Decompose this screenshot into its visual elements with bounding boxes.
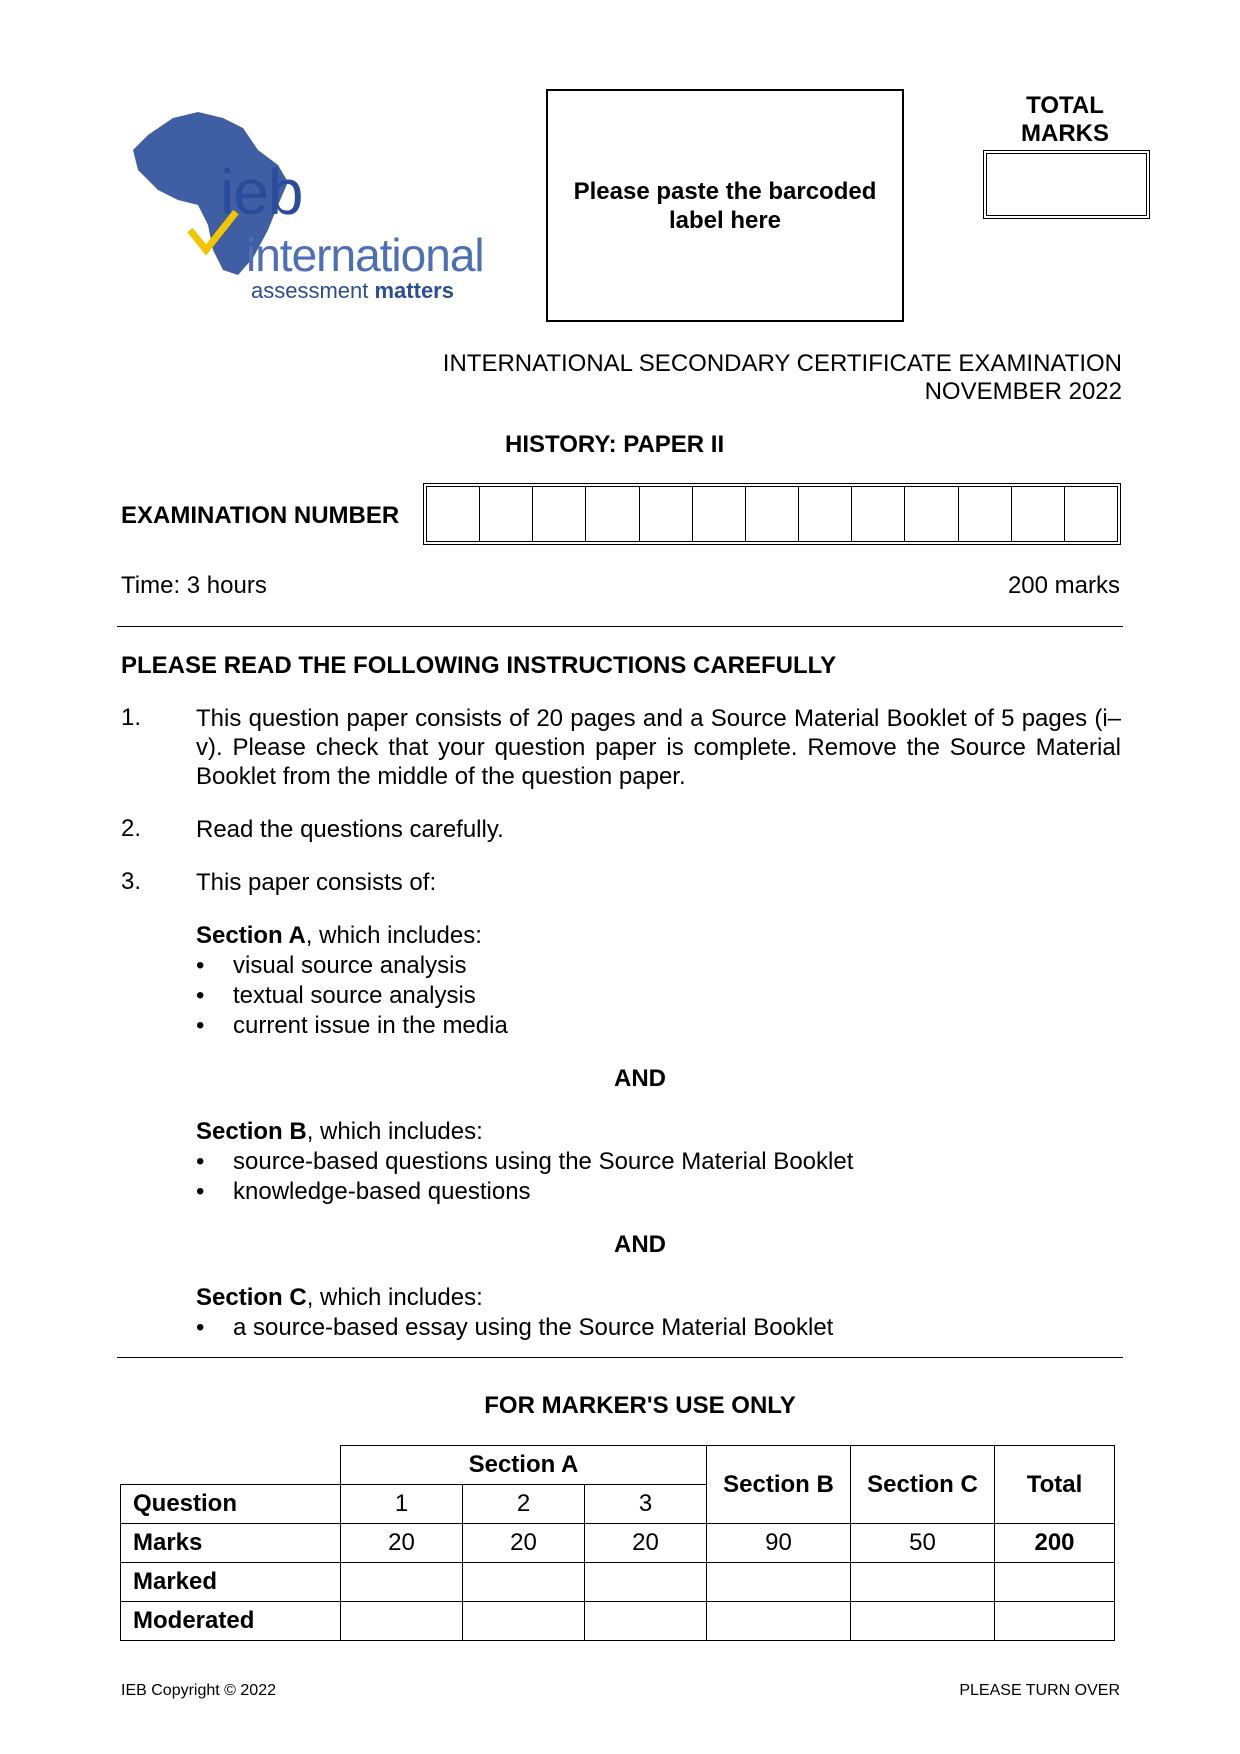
list-item: • source-based questions using the Source Material Booklet xyxy=(196,1148,854,1175)
table-cell: 90 xyxy=(707,1524,851,1563)
instruction-number: 2. xyxy=(121,815,142,842)
table-cell[interactable] xyxy=(463,1563,585,1602)
and-separator: AND xyxy=(614,1065,666,1092)
section-b-heading: Section B, which includes: xyxy=(196,1118,483,1145)
row-label: Moderated xyxy=(121,1602,341,1641)
table-cell[interactable] xyxy=(585,1602,707,1641)
logo-subtitle: international xyxy=(246,229,484,281)
list-item: • textual source analysis xyxy=(196,982,476,1009)
table-row xyxy=(121,1563,1115,1602)
marker-heading: FOR MARKER'S USE ONLY xyxy=(484,1392,796,1419)
table-cell: 200 xyxy=(995,1524,1115,1563)
instruction-number: 3. xyxy=(121,868,142,895)
section-a-header: Section A xyxy=(341,1446,707,1485)
and-separator: AND xyxy=(614,1231,666,1258)
barcode-label-box xyxy=(546,89,904,322)
exam-number-cell[interactable] xyxy=(746,487,799,541)
row-label: Question xyxy=(121,1485,341,1524)
section-c-heading: Section C, which includes: xyxy=(196,1284,483,1311)
exam-date: NOVEMBER 2022 xyxy=(924,378,1122,405)
exam-number-cell[interactable] xyxy=(852,487,905,541)
exam-number-cell[interactable] xyxy=(1012,487,1065,541)
list-item: • current issue in the media xyxy=(196,1012,508,1039)
total-marks-label: TOTAL MARKS xyxy=(1021,92,1109,147)
table-cell: 50 xyxy=(851,1524,995,1563)
table-cell[interactable] xyxy=(851,1563,995,1602)
table-cell[interactable] xyxy=(341,1602,463,1641)
table-cell xyxy=(121,1446,341,1485)
divider xyxy=(117,1357,1123,1358)
list-item: • visual source analysis xyxy=(196,952,467,979)
table-cell: 3 xyxy=(585,1485,707,1524)
exam-number-label: EXAMINATION NUMBER xyxy=(121,502,400,529)
list-item: • a source-based essay using the Source Material Booklet xyxy=(196,1314,834,1341)
page-turn-note: PLEASE TURN OVER xyxy=(959,1682,1120,1699)
exam-number-cell[interactable] xyxy=(586,487,639,541)
divider xyxy=(117,626,1123,627)
table-cell[interactable] xyxy=(707,1563,851,1602)
row-label: Marks xyxy=(121,1524,341,1563)
exam-number-grid[interactable] xyxy=(423,483,1121,545)
instruction-text: This paper consists of: xyxy=(196,869,437,896)
exam-number-cell[interactable] xyxy=(905,487,958,541)
instruction-number: 1. xyxy=(121,704,142,731)
table-cell: 20 xyxy=(463,1524,585,1563)
paper-title: HISTORY: PAPER II xyxy=(505,431,725,458)
barcode-instruction: Please paste the barcoded label here xyxy=(573,177,877,234)
exam-title: INTERNATIONAL SECONDARY CERTIFICATE EXAMINATION xyxy=(442,350,1122,377)
list-item: • knowledge-based questions xyxy=(196,1178,531,1205)
table-cell: 1 xyxy=(341,1485,463,1524)
instruction-text: This question paper consists of 20 pages and a Source Material Booklet of 5 pages (i–v). Please check that your question paper is complete. Remove the Source Material Booklet from the middle of the question paper. xyxy=(196,705,1121,790)
section-c-header: Section C xyxy=(851,1446,995,1524)
logo-tagline: assessment matters xyxy=(251,278,454,303)
ieb-logo xyxy=(128,110,498,310)
table-row xyxy=(121,1602,1115,1641)
exam-number-cell[interactable] xyxy=(959,487,1012,541)
total-marks-box[interactable] xyxy=(983,150,1150,219)
total-marks-value: 200 marks xyxy=(1007,572,1120,599)
table-cell[interactable] xyxy=(341,1563,463,1602)
copyright: IEB Copyright © 2022 xyxy=(121,1682,276,1699)
table-cell[interactable] xyxy=(995,1563,1115,1602)
exam-number-cell[interactable] xyxy=(1065,487,1117,541)
table-cell[interactable] xyxy=(851,1602,995,1641)
exam-number-cell[interactable] xyxy=(480,487,533,541)
table-cell: 20 xyxy=(341,1524,463,1563)
instruction-text: Read the questions carefully. xyxy=(196,816,504,843)
logo-brand: ieb xyxy=(220,156,303,228)
row-label: Marked xyxy=(121,1563,341,1602)
exam-number-cell[interactable] xyxy=(533,487,586,541)
exam-number-cell[interactable] xyxy=(427,487,480,541)
time-allowed: Time: 3 hours xyxy=(121,572,267,599)
table-cell: 20 xyxy=(585,1524,707,1563)
table-cell: 2 xyxy=(463,1485,585,1524)
section-b-header: Section B xyxy=(707,1446,851,1524)
exam-number-cell[interactable] xyxy=(693,487,746,541)
table-cell[interactable] xyxy=(995,1602,1115,1641)
table-cell[interactable] xyxy=(463,1602,585,1641)
marker-table xyxy=(120,1445,1115,1641)
exam-number-cell[interactable] xyxy=(799,487,852,541)
exam-number-cell[interactable] xyxy=(640,487,693,541)
table-row xyxy=(121,1524,1115,1563)
section-a-heading: Section A, which includes: xyxy=(196,922,482,949)
total-header: Total xyxy=(995,1446,1115,1524)
table-cell[interactable] xyxy=(585,1563,707,1602)
instructions-heading: PLEASE READ THE FOLLOWING INSTRUCTIONS CAREFULLY xyxy=(121,652,837,679)
table-row xyxy=(121,1446,1115,1485)
table-cell[interactable] xyxy=(707,1602,851,1641)
